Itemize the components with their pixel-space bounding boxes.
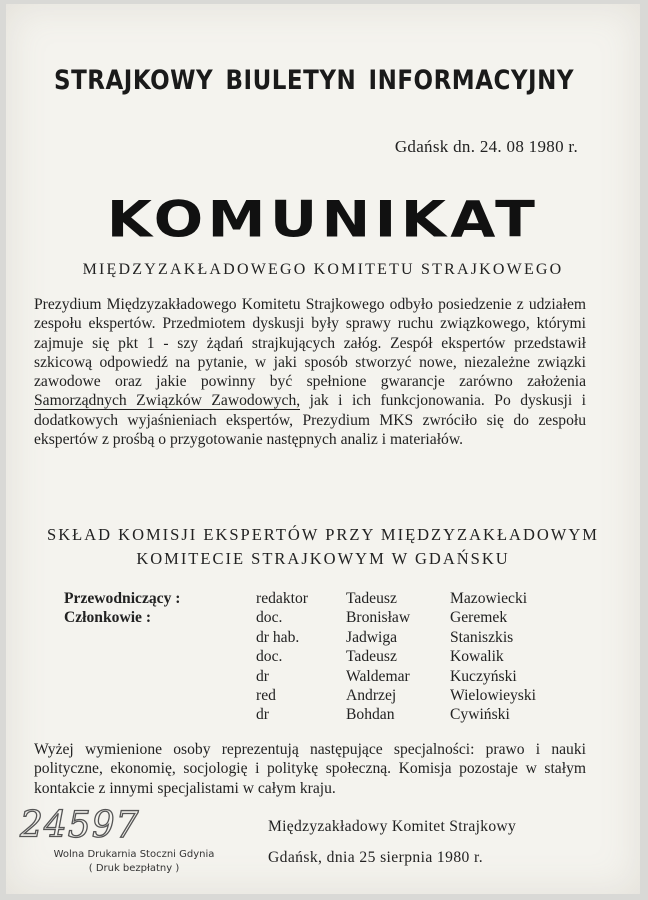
communique-body bbox=[34, 295, 586, 449]
roster-title: doc. bbox=[256, 609, 283, 627]
underlined-phrase: Samorządnych Związków Zawodowych, bbox=[34, 392, 301, 410]
roster-title: doc. bbox=[256, 648, 283, 666]
body-text-part-2: jak i ich funkcjonowania. Po dyskusji i dodatkowych wyjaśnieniach ekspertów, Prezydium MKS zwróciło się do zespołu ekspertów z prośbą o przygotowanie następnych analiz i materiałów. bbox=[34, 392, 586, 449]
handwritten-number-text: 24597 bbox=[20, 805, 140, 846]
roster-first-name: Waldemar bbox=[346, 667, 410, 685]
roster-first-name: Tadeusz bbox=[346, 648, 397, 666]
roster-row bbox=[64, 648, 604, 667]
roster-last-name: Kowalik bbox=[450, 648, 504, 666]
printer-name: Wolna Drukarnia Stoczni Gdynia bbox=[53, 849, 215, 860]
roster-last-name: Mazowiecki bbox=[450, 590, 528, 607]
commission-roster bbox=[64, 590, 604, 726]
roster-last-name: Geremek bbox=[450, 609, 508, 627]
roster-last-name: Wielowieyski bbox=[450, 686, 536, 704]
roster-first-name: Andrzej bbox=[346, 686, 397, 704]
commission-heading-line-1: SKŁAD KOMISJI EKSPERTÓW PRZY MIĘDZYZAKŁADOWYM bbox=[47, 525, 599, 544]
dateline: Gdańsk dn. 24. 08 1980 r. bbox=[394, 137, 578, 156]
printer-imprint bbox=[34, 848, 234, 876]
masthead-word-1: STRAJKOWY bbox=[54, 66, 214, 96]
roster-first-name: Jadwiga bbox=[346, 628, 398, 646]
roster-last-name: Kuczyński bbox=[450, 667, 517, 685]
roster-first-name: Bohdan bbox=[346, 706, 395, 724]
masthead bbox=[54, 66, 574, 96]
signature-place-date: Gdańsk, dnia 25 sierpnia 1980 r. bbox=[268, 849, 484, 866]
body-text-part-1: Prezydium Międzyzakładowego Komitetu Strajkowego odbyło posiedzenie z udziałem zespołu ekspertów. Przedmiotem dyskusji były sprawy ruchu związkowego, którymi zajmuje się pkt 1 - szy żądań strajkujących załóg. Zespół ekspertów przedstawił szkicową odpowiedź na pytanie, w jaki sposób stworzyć nowe, niezależne związki zawodowe oraz jakie powinny być spełnione gwarancje zarówno założenia bbox=[34, 296, 586, 391]
roster-last-name: Staniszkis bbox=[450, 628, 514, 646]
headline: KOMUNIKAT bbox=[106, 190, 540, 249]
commission-heading-line-2: KOMITECIE STRAJKOWYM W GDAŃSKU bbox=[136, 549, 510, 568]
roster-row bbox=[64, 706, 604, 725]
roster-row bbox=[64, 668, 604, 687]
subhead: MIĘDZYZAKŁADOWEGO KOMITETU STRAJKOWEGO bbox=[82, 261, 564, 278]
roster-first-name: Tadeusz bbox=[346, 590, 397, 607]
roster-first-name: Bronisław bbox=[346, 609, 411, 627]
signature-organization: Międzyzakładowy Komitet Strajkowy bbox=[268, 818, 517, 835]
roster-title: redaktor bbox=[256, 590, 308, 607]
roster-title: dr hab. bbox=[256, 628, 300, 646]
roster-row bbox=[64, 590, 604, 609]
roster-last-name: Cywiński bbox=[450, 706, 510, 724]
roster-row bbox=[64, 629, 604, 648]
commission-heading bbox=[6, 523, 640, 571]
roster-title: red bbox=[256, 686, 276, 704]
leaflet-page bbox=[6, 4, 640, 894]
masthead-word-2: BIULETYN bbox=[225, 66, 357, 96]
roster-title: dr bbox=[256, 667, 269, 685]
roster-row bbox=[64, 687, 604, 706]
printer-note: ( Druk bezpłatny ) bbox=[88, 863, 180, 874]
roster-role: Członkowie : bbox=[64, 609, 152, 627]
roster-role: Przewodniczący : bbox=[64, 590, 181, 607]
roster-title: dr bbox=[256, 706, 269, 724]
roster-row bbox=[64, 609, 604, 628]
masthead-word-3: INFORMACYJNY bbox=[368, 66, 574, 96]
handwritten-archive-number bbox=[14, 797, 184, 849]
closing-paragraph: Wyżej wymienione osoby reprezentują następujące specjalności: prawo i nauki polityczne, ekonomię, socjologię i politykę społeczną. Komisja pozostaje w stałym kontakcie z innymi specjalistami w całym kraju. bbox=[34, 741, 586, 797]
